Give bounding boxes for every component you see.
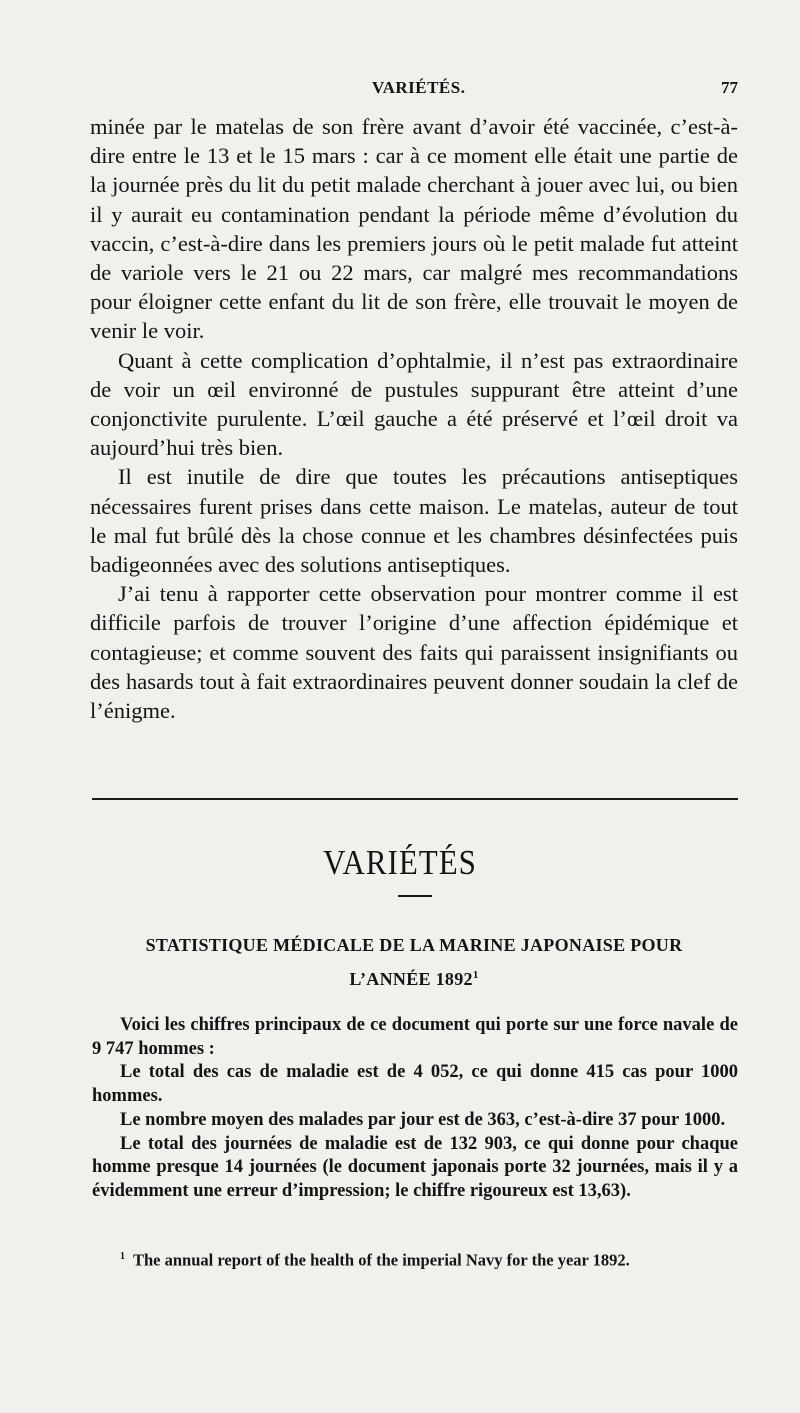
stats-paragraph-daily-average: Le nombre moyen des malades par jour est de 363, c’est-à-dire 37 pour 1000.	[120, 1109, 726, 1130]
article-title	[90, 930, 738, 994]
running-header	[90, 78, 738, 104]
page-number: 77	[721, 78, 738, 97]
article-title-year: L’ANNÉE 1892	[349, 969, 473, 989]
footnote-reference: 1	[472, 969, 479, 981]
statistics-text	[92, 1014, 738, 1204]
paragraph-conclusion: J’ai tenu à rapporter cette observation pour montrer comme il est difficile parfois de trouver l’origine d’une affection épidémique et contagieuse; et comme souvent des faits qui paraissent insignifiants ou des hasards tout à fait extraordinaires peuvent donner soudain la clef de l’énigme.	[90, 581, 738, 724]
section-title: VARIÉTÉS	[323, 842, 477, 883]
article-title-line-1: STATISTIQUE MÉDICALE DE LA MARINE JAPONAISE POUR	[145, 935, 683, 955]
stats-paragraph-intro: Voici les chiffres principaux de ce document qui porte sur une force navale de 9 747 hommes :	[92, 1015, 738, 1059]
title-underline	[398, 895, 432, 897]
paragraph-precautions: Il est inutile de dire que toutes les précautions antiseptiques nécessaires furent prises dans cette maison. Le matelas, auteur de tout le mal fut brûlé dès la chose connue et les chambres désinfectées puis badigeonnées avec des solutions antiseptiques.	[90, 464, 738, 578]
paragraph-continued: minée par le matelas de son frère avant d’avoir été vaccinée, c’est-à-dire entre le 13 et le 15 mars : car à ce moment elle était une partie de la journée près du lit du petit malade cherchant à jouer avec lui, ou bien il y aurait eu contamination pendant la période même d’évolution du vaccin, c’est-à-dire dans les premiers jours où le petit malade fut atteint de variole vers le 21 ou 22 mars, car malgré mes recommandations pour éloigner cette enfant du lit de son frère, elle trouvait le moyen de venir le voir.	[90, 114, 738, 344]
running-title: VARIÉTÉS.	[372, 78, 466, 97]
section-divider	[92, 798, 738, 800]
body-text	[90, 112, 738, 725]
footnote-text: The annual report of the health of the imperial Navy for the year 1892.	[133, 1250, 630, 1270]
footnote-mark: 1	[120, 1251, 125, 1262]
footnote	[120, 1247, 738, 1271]
stats-paragraph-total-cases: Le total des cas de maladie est de 4 052, ce qui donne 415 cas pour 1000 hommes.	[92, 1062, 738, 1107]
article-title-line-2	[90, 960, 738, 994]
stats-paragraph-sick-days: Le total des journées de maladie est de 132 903, ce qui donne pour chaque homme presque 14 journées (le document japonais porte 32 journées, mais il y a évidemment une erreur d’impression; le chiffre rigoureux est 13,63).	[92, 1133, 738, 1201]
paragraph-ophtalmie: Quant à cette complication d’ophtalmie, il n’est pas extraordinaire de voir un œil environné de pustules suppurant être atteint d’une conjonctivite purulente. L’œil gauche a été préservé et l’œil droit va aujourd’hui très bien.	[90, 347, 738, 461]
